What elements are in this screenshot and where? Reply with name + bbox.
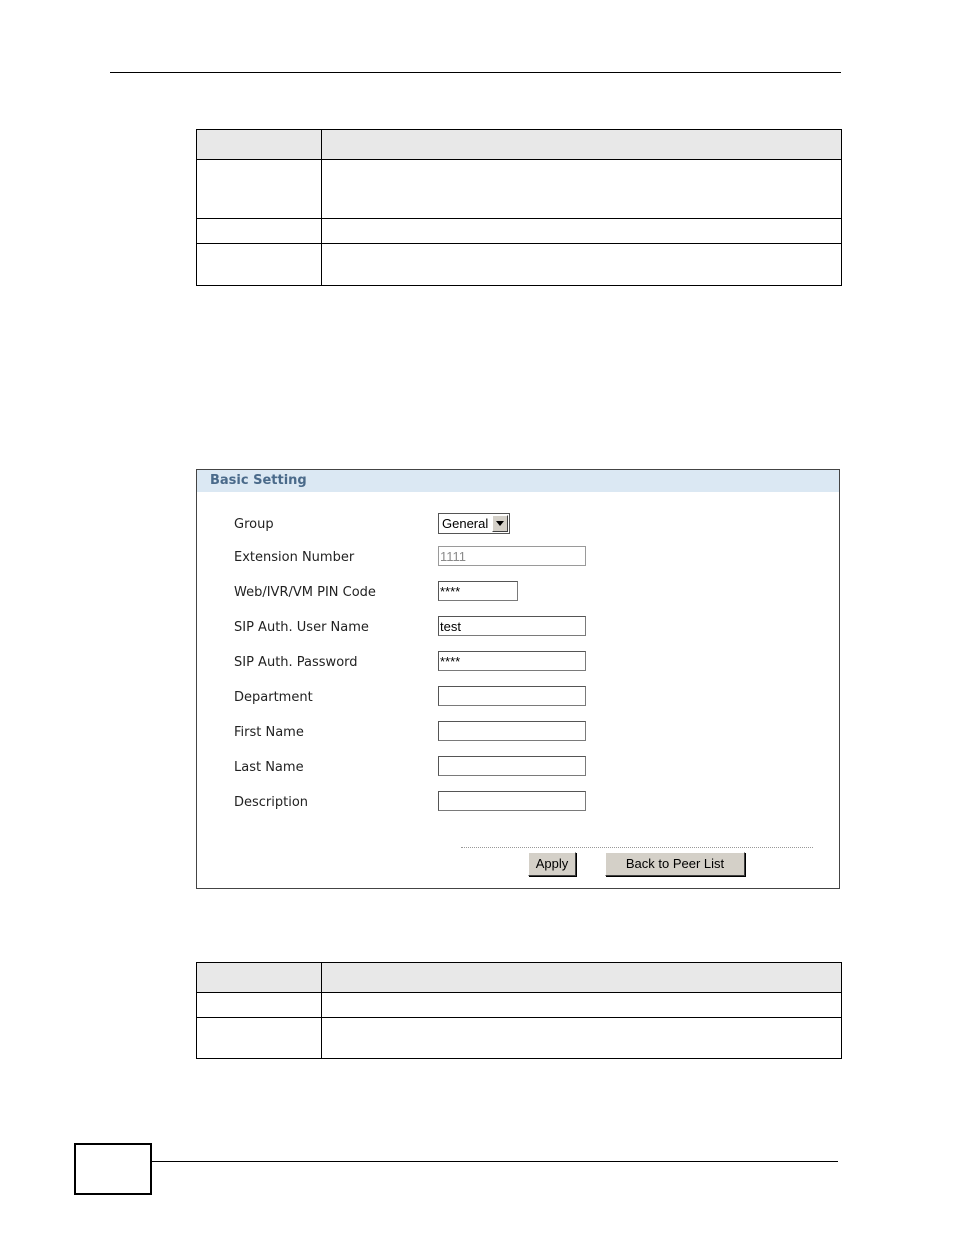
department-label: Department bbox=[234, 690, 313, 705]
chevron-down-icon[interactable] bbox=[492, 515, 508, 532]
button-divider bbox=[461, 847, 813, 848]
group-select[interactable] bbox=[438, 513, 510, 534]
basic-setting-panel bbox=[196, 469, 840, 889]
extension-number-row bbox=[197, 546, 839, 570]
table-row bbox=[197, 244, 842, 286]
first-name-label: First Name bbox=[234, 725, 304, 740]
sip-auth-password-row bbox=[197, 651, 839, 675]
top-table bbox=[196, 129, 842, 286]
bottom-table bbox=[196, 962, 842, 1059]
back-to-peer-list-button[interactable]: Back to Peer List bbox=[605, 852, 745, 876]
extension-number-label: Extension Number bbox=[234, 550, 355, 565]
group-row bbox=[197, 513, 839, 537]
footer-rule bbox=[152, 1161, 838, 1162]
sip-auth-user-name-label: SIP Auth. User Name bbox=[234, 620, 369, 635]
apply-button[interactable]: Apply bbox=[528, 852, 576, 876]
last-name-input[interactable] bbox=[438, 756, 586, 776]
extension-number-input[interactable] bbox=[438, 546, 586, 566]
department-input[interactable] bbox=[438, 686, 586, 706]
sip-auth-password-label: SIP Auth. Password bbox=[234, 655, 358, 670]
sip-auth-user-name-input[interactable] bbox=[438, 616, 586, 636]
description-row bbox=[197, 791, 839, 815]
pin-code-row bbox=[197, 581, 839, 605]
last-name-label: Last Name bbox=[234, 760, 304, 775]
first-name-input[interactable] bbox=[438, 721, 586, 741]
table-row bbox=[197, 993, 842, 1018]
description-label: Description bbox=[234, 795, 309, 810]
pin-code-label: Web/IVR/VM PIN Code bbox=[234, 585, 376, 600]
description-input[interactable] bbox=[438, 791, 586, 811]
header-rule bbox=[110, 72, 841, 73]
sip-auth-password-input[interactable] bbox=[438, 651, 586, 671]
table-header-row bbox=[197, 963, 842, 993]
panel-title: Basic Setting bbox=[197, 470, 839, 492]
page-number-box bbox=[74, 1143, 152, 1195]
table-row bbox=[197, 1018, 842, 1059]
group-label: Group bbox=[234, 517, 274, 532]
group-select-value: General bbox=[442, 516, 489, 531]
table-header-row bbox=[197, 130, 842, 160]
first-name-row bbox=[197, 721, 839, 745]
table-row bbox=[197, 219, 842, 244]
table-row bbox=[197, 160, 842, 219]
sip-auth-user-name-row bbox=[197, 616, 839, 640]
department-row bbox=[197, 686, 839, 710]
last-name-row bbox=[197, 756, 839, 780]
pin-code-input[interactable] bbox=[438, 581, 518, 601]
